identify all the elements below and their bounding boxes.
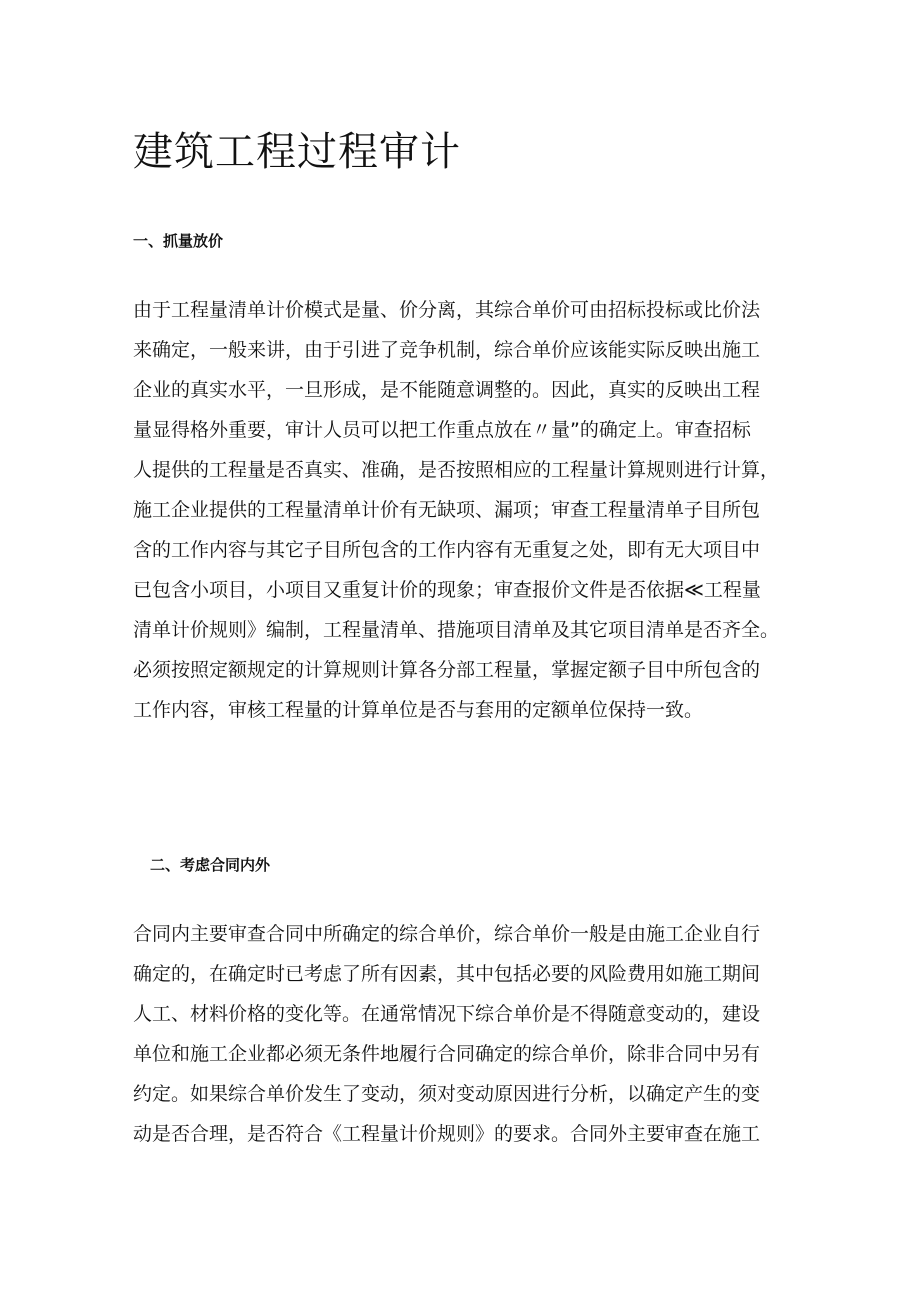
document-title: 建筑工程过程审计 <box>133 129 461 175</box>
paragraph-line: 单位和施工企业都必须无条件地履行合同确定的综合单价，除非合同中另有 <box>133 1043 761 1065</box>
paragraph-line: 施工企业提供的工程量清单计价有无缺项、漏项；审查工程量清单子目所包 <box>133 499 761 521</box>
paragraph-line: 由于工程量清单计价模式是量、价分离，其综合单价可由招标投标或比价法 <box>133 299 761 321</box>
paragraph-line: 量显得格外重要，审计人员可以把工作重点放在〃量”的确定上。审查招标 <box>133 419 751 441</box>
paragraph-line: 人工、材料价格的变化等。在通常情况下综合单价是不得随意变动的，建设 <box>133 1003 761 1025</box>
paragraph-line: 来确定，一般来讲，由于引进了竞争机制，综合单价应该能实际反映出施工 <box>133 339 761 361</box>
paragraph-line: 人提供的工程量是否真实、准确，是否按照相应的工程量计算规则进行计算， <box>133 459 780 481</box>
section-heading-1: 一、抓量放价 <box>133 232 224 250</box>
paragraph-line: 动是否合理，是否符合《工程量计价规则》的要求。合同外主要审查在施工 <box>133 1123 761 1145</box>
paragraph-line: 企业的真实水平，一旦形成，是不能随意调整的。因此，真实的反映出工程 <box>133 379 761 401</box>
paragraph-line: 工作内容，审核工程量的计算单位是否与套用的定额单位保持一致。 <box>133 699 704 721</box>
paragraph-line: 合同内主要审查合同中所确定的综合单价，综合单价一般是由施工企业自行 <box>133 923 761 945</box>
paragraph-line: 含的工作内容与其它子目所包含的工作内容有无重复之处，即有无大项目中 <box>133 539 761 561</box>
section-heading-2: 二、考虑合同内外 <box>150 856 271 874</box>
paragraph-line: 约定。如果综合单价发生了变动，须对变动原因进行分析，以确定产生的变 <box>133 1083 761 1105</box>
paragraph-line: 已包含小项目，小项目又重复计价的现象；审查报价文件是否依据≪工程量 <box>133 579 761 601</box>
section-2-paragraph <box>133 914 803 1154</box>
section-1-paragraph <box>133 290 803 730</box>
paragraph-line: 必须按照定额规定的计算规则计算各分部工程量，掌握定额子目中所包含的 <box>133 659 761 681</box>
paragraph-line: 清单计价规则》编制，工程量清单、措施项目清单及其它项目清单是否齐全。 <box>133 619 780 641</box>
paragraph-line: 确定的，在确定时已考虑了所有因素，其中包括必要的风险费用如施工期间 <box>133 963 761 985</box>
